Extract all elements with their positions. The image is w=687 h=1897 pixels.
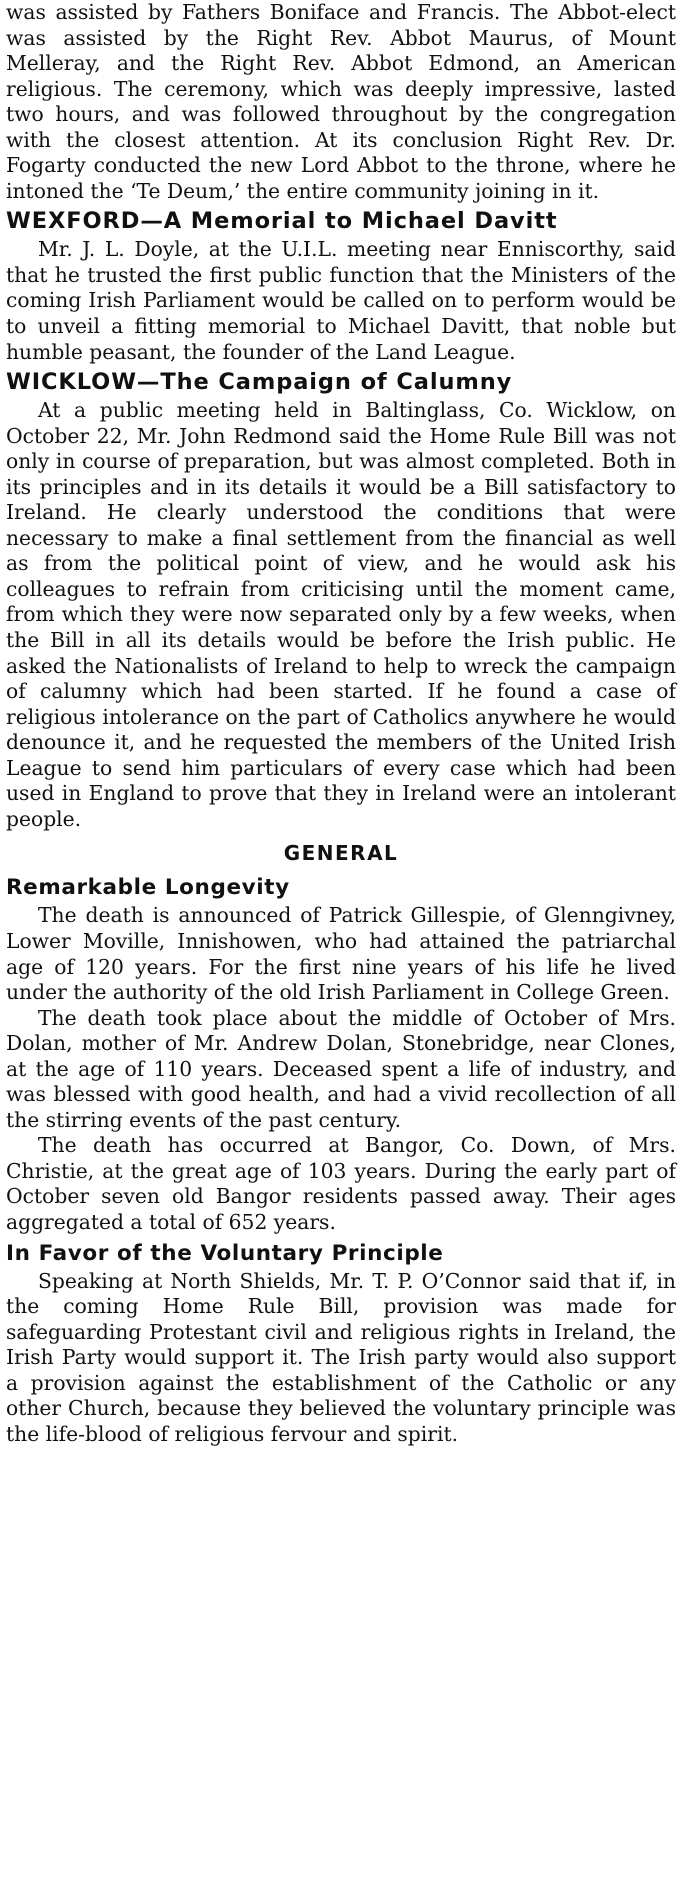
wicklow-paragraph: At a public meeting held in Baltinglass, Co. Wicklow, on October 22, Mr. John Redmond said the Home Rule Bill was not only in course of preparation, but was almost completed. Both in its principles and in its details it would be a Bill satisfactory to Ireland. He clearly understood the conditions that were necessary to make a final settlement from the financial as well as from the political point of view, and he would ask his colleagues to refrain from criticising until the moment came, from which they were now separated only by a few weeks, when the Bill in all its details would be before the Irish public. He asked the Nationalists of Ireland to help to wreck the campaign of calumny which had been started. If he found a case of religious intolerance on the part of Catholics anywhere he would denounce it, and he requested the members of the United Irish League to send him particulars of every case which had been used in England to prove that they in Ireland were an intolerant people. [6,398,676,831]
longevity-paragraph-1: The death is announced of Patrick Gillespie, of Glenngivney, Lower Moville, Innishowen, who had attained the patriarchal age of 120 years. For the first nine years of his life he lived under the authority of the old Irish Parliament in College Green. [6,903,676,1005]
section-heading-wexford: WEXFORD—A Memorial to Michael Davitt [6,208,558,235]
general-heading: GENERAL [283,841,399,866]
longevity-paragraph-2: The death took place about the middle of October of Mrs. Dolan, mother of Mr. Andrew Dolan, Stonebridge, near Clones, at the age of 110 years. Deceased spent a life of industry, and was blessed with good health, and had a vivid recollection of all the stirring events of the past century. [6,1005,676,1132]
intro-paragraph: was assisted by Fathers Boniface and Francis. The Abbot-elect was assisted by the Right Rev. Abbot Maurus, of Mount Melleray, and the Right Rev. Abbot Edmond, an American religious. The ceremony, which was deeply impressive, lasted two hours, and was followed throughout by the congregation with the closest attention. At its conclusion Right Rev. Dr. Fogarty conducted the new Lord Abbot to the throne, where he intoned the ‘Te Deum,’ the entire community joining in it. [6,0,676,203]
wexford-paragraph: Mr. J. L. Doyle, at the U.I.L. meeting near Enniscorthy, said that he trusted the first public function that the Ministers of the coming Irish Parliament would be called on to perform would be to unveil a fitting memorial to Michael Davitt, that noble but humble peasant, the founder of the Land League. [6,237,676,364]
voluntary-principle-paragraph: Speaking at North Shields, Mr. T. P. O’Connor said that if, in the coming Home Rule Bill, provision was made for safeguarding Protestant civil and religious rights in Ireland, the Irish Party would support it. The Irish party would also support a provision against the establishment of the Catholic or any other Church, because they believed the voluntary principle was the life-blood of religious fervour and spirit. [6,1268,676,1446]
section-heading-voluntary-principle: In Favor of the Voluntary Principle [6,1240,444,1266]
section-heading-longevity: Remarkable Longevity [6,875,290,901]
longevity-paragraph-3: The death has occurred at Bangor, Co. Down, of Mrs. Christie, at the great age of 103 years. During the early part of October seven old Bangor residents passed away. Their ages aggregated a total of 652 years. [6,1133,676,1234]
section-heading-wicklow: WICKLOW—The Campaign of Calumny [6,369,513,396]
